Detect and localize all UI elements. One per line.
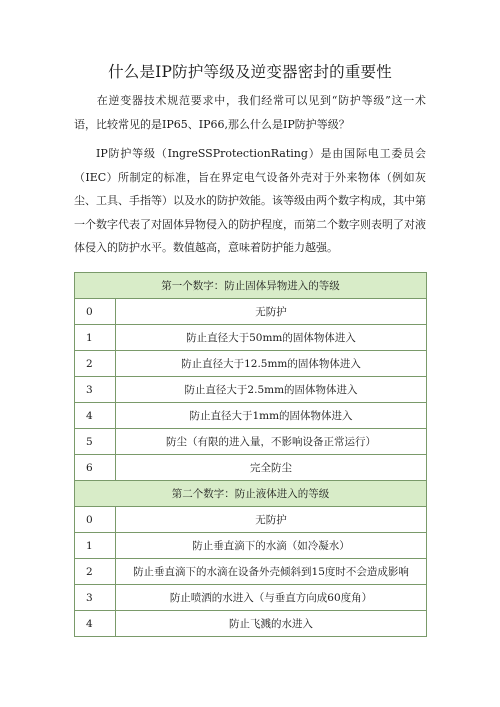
definition-paragraph-text: IP防护等级（IngreSSProtectionRating）是由国际电工委员会（IEC）所制定的标准，旨在界定电气设备外壳对于外来物体（例如灰尘、工具、手指等）以及水的防护效能。该等级由两个数字构成，其中第一个数字代表了对固体异物侵入的防护程度，而第二个数字则表明了对液体侵入的防护水平。数值越高，意味着防护能力越强。 (74, 147, 426, 254)
level-number: 1 (75, 533, 116, 559)
level-number: 3 (75, 585, 116, 611)
level-description: 防止飞溅的水进入 (116, 611, 427, 637)
level-number: 1 (75, 325, 116, 351)
level-description: 防止垂直滴下的水滴（如冷凝水） (116, 533, 427, 559)
level-description: 防止直径大于2.5mm的固体物体进入 (116, 377, 427, 403)
level-number: 4 (75, 611, 116, 637)
intro-paragraph (74, 89, 426, 136)
intro-paragraph-text: 在逆变器技术规范要求中，我们经常可以见到“防护等级”这一术语，比较常见的是IP65、IP66,那么什么是IP防护等级？ (74, 94, 426, 131)
level-description: 防止垂直滴下的水滴在设备外壳倾斜到15度时不会造成影响 (116, 559, 427, 585)
table-row (75, 429, 427, 455)
level-description: 无防护 (116, 507, 427, 533)
table-row (75, 507, 427, 533)
document-title: 什么是IP防护等级及逆变器密封的重要性 (108, 63, 392, 81)
level-number: 5 (75, 429, 116, 455)
table-section-header (75, 273, 427, 299)
table-row (75, 455, 427, 481)
level-description: 无防护 (116, 299, 427, 325)
table-row (75, 585, 427, 611)
table-row (75, 611, 427, 637)
definition-paragraph (74, 142, 426, 260)
level-number: 2 (75, 351, 116, 377)
level-description: 防尘（有限的进入量，不影响设备正常运行） (116, 429, 427, 455)
level-description: 完全防尘 (116, 455, 427, 481)
level-description: 防止直径大于1mm的固体物体进入 (116, 403, 427, 429)
table-row (75, 351, 427, 377)
level-number: 0 (75, 507, 116, 533)
solid-section-header: 第一个数字：防止固体异物进入的等级 (75, 273, 427, 299)
level-number: 4 (75, 403, 116, 429)
level-number: 2 (75, 559, 116, 585)
level-description: 防止直径大于12.5mm的固体物体进入 (116, 351, 427, 377)
table-row (75, 377, 427, 403)
ip-rating-table (74, 272, 427, 637)
liquid-section-header: 第二个数字：防止液体进入的等级 (75, 481, 427, 507)
table-row (75, 299, 427, 325)
table-section-header (75, 481, 427, 507)
level-number: 0 (75, 299, 116, 325)
level-number: 6 (75, 455, 116, 481)
table-row (75, 533, 427, 559)
level-description: 防止喷洒的水进入（与垂直方向成60度角） (116, 585, 427, 611)
table-row (75, 559, 427, 585)
level-description: 防止直径大于50mm的固体物体进入 (116, 325, 427, 351)
level-number: 3 (75, 377, 116, 403)
table-row (75, 403, 427, 429)
table-row (75, 325, 427, 351)
